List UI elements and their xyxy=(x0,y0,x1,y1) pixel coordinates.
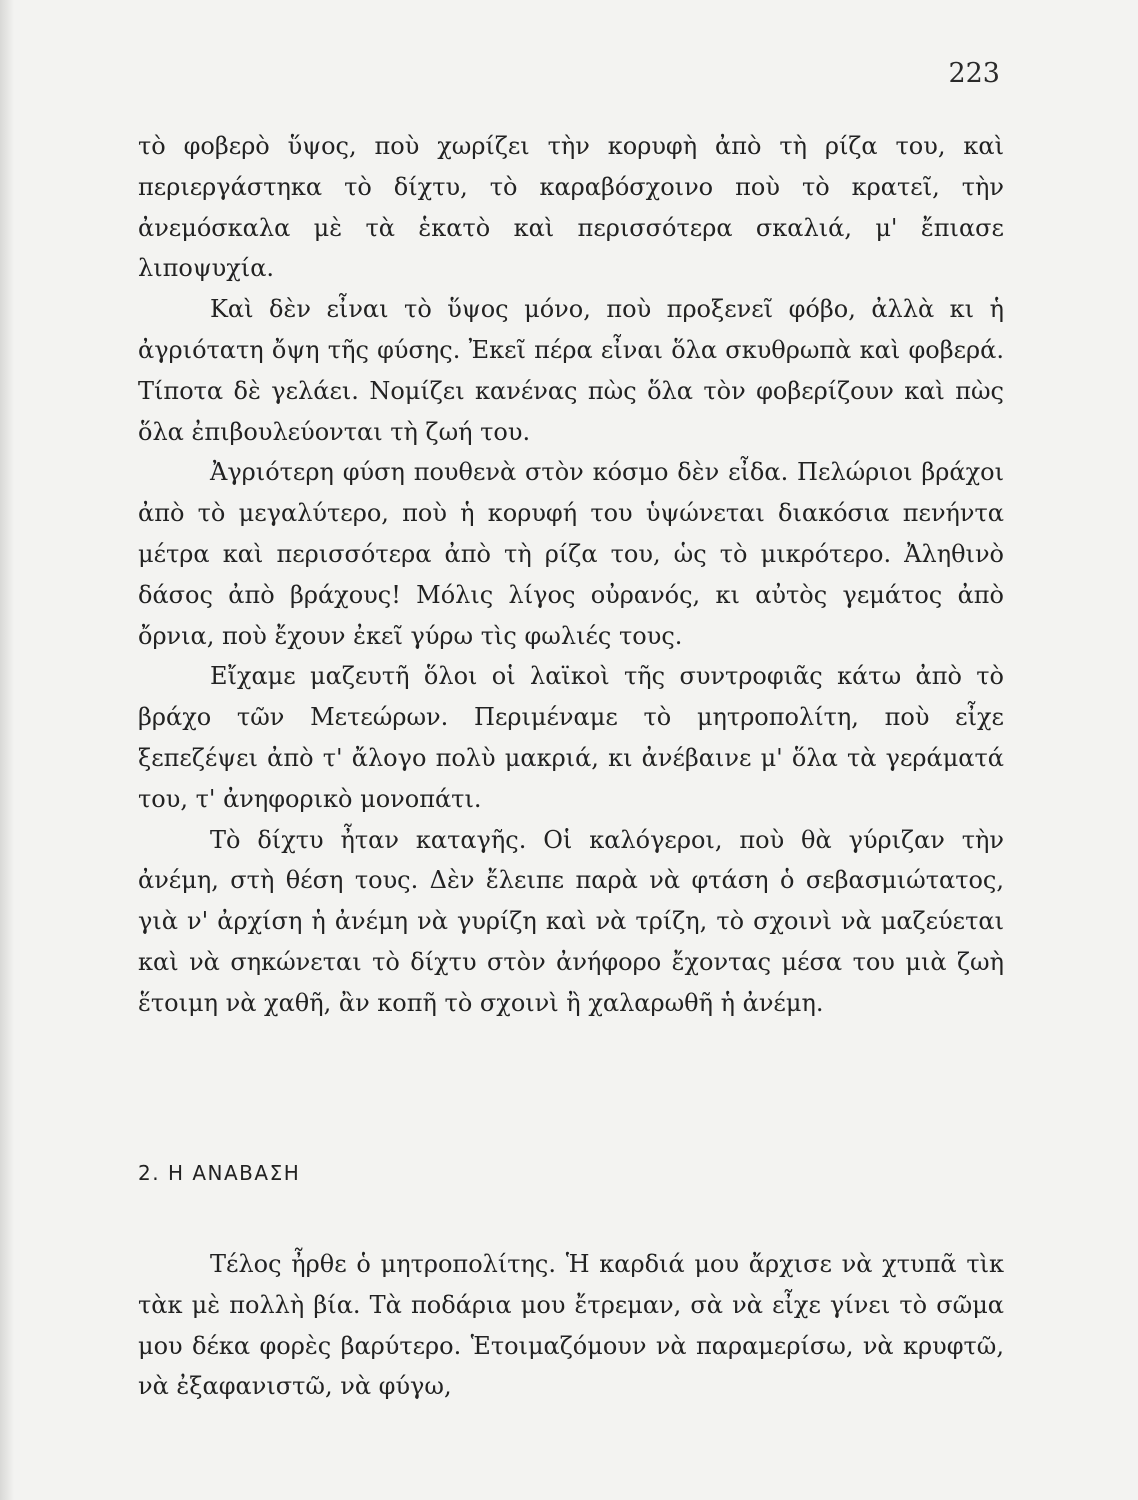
page-edge-shadow xyxy=(0,0,14,1500)
paragraph: Εἴχαμε μαζευτῆ ὅλοι οἱ λαϊκοὶ τῆς συντροφιᾶς κάτω ἀπὸ τὸ βράχο τῶν Μετεώρων. Περιμέναμε τὸ μητροπολίτη, ποὺ εἶχε ξεπεζέψει ἀπὸ τ' ἄλογο πολὺ μακριά, κι ἀνέβαινε μ' ὅλα τὰ γεράματά του, τ' ἀνηφορικὸ μονοπάτι. xyxy=(138,662,1004,813)
paragraph: Τὸ δίχτυ ἦταν καταγῆς. Οἱ καλόγεροι, ποὺ θὰ γύριζαν τὴν ἀνέμη, στὴ θέση τους. Δὲν ἔλειπε παρὰ νὰ φτάση ὁ σεβασμιώτατος, γιὰ ν' ἀρχίση ἡ ἀνέμη νὰ γυρίζη καὶ νὰ τρίζη, τὸ σχοινὶ νὰ μαζεύεται καὶ νὰ σηκώνεται τὸ δίχτυ στὸν ἀνήφορο ἔχοντας μέσα του μιὰ ζωὴ ἕτοιμη νὰ χαθῆ, ἂν κοπῆ τὸ σχοινὶ ἢ χαλαρωθῆ ἡ ἀνέμη. xyxy=(138,825,1004,1017)
paragraph: Ἀγριότερη φύση πουθενὰ στὸν κόσμο δὲν εἶδα. Πελώριοι βράχοι ἀπὸ τὸ μεγαλύτερο, ποὺ ἡ κορυφή του ὑψώνεται διακόσια πενήντα μέτρα καὶ περισσότερα ἀπὸ τὴ ρίζα του, ὡς τὸ μικρότερο. Ἀληθινὸ δάσος ἀπὸ βράχους! Μόλις λίγος οὐρανός, κι αὐτὸς γεμάτος ἀπὸ ὄρνια, ποὺ ἔχουν ἐκεῖ γύρω τὶς φωλιές τους. xyxy=(138,458,1004,650)
paragraph: Καὶ δὲν εἶναι τὸ ὕψος μόνο, ποὺ προξενεῖ φόβο, ἀλλὰ κι ἡ ἀγριότατη ὄψη τῆς φύσης. Ἐκεῖ πέρα εἶναι ὅλα σκυθρωπὰ καὶ φοβερά. Τίποτα δὲ γελάει. Νομίζει κανένας πὼς ὅλα τὸν φοβερίζουν καὶ πὼς ὅλα ἐπιβουλεύονται τὴ ζωή του. xyxy=(138,295,1004,446)
paragraph: Τέλος ἦρθε ὁ μητροπολίτης. Ἡ καρδιά μου ἄρχισε νὰ χτυπᾶ τὶκ τὰκ μὲ πολλὴ βία. Τὰ ποδάρια μου ἔτρεμαν, σὰ νὰ εἶχε γίνει τὸ σῶμα μου δέκα φορὲς βαρύτερο. Ἑτοιμαζόμουν νὰ παραμερίσω, νὰ κρυφτῶ, νὰ ἐξαφανιστῶ, νὰ φύγω, xyxy=(138,1250,1004,1401)
page-number: 223 xyxy=(948,58,1000,89)
section-text-block xyxy=(138,1244,1004,1407)
main-text-block xyxy=(138,126,1004,1024)
section-heading: 2. Η ΑΝΑΒΑΣΗ xyxy=(138,1161,301,1185)
paragraph-continued: τὸ φοβερὸ ὕψος, ποὺ χωρίζει τὴν κορυφὴ ἀπὸ τὴ ρίζα του, καὶ περιεργάστηκα τὸ δίχτυ, τὸ καραβόσχοινο ποὺ τὸ κρατεῖ, τὴν ἀνεμόσκαλα μὲ τὰ ἑκατὸ καὶ περισσότερα σκαλιά, μ' ἔπιασε λιποψυχία. xyxy=(138,132,1004,283)
